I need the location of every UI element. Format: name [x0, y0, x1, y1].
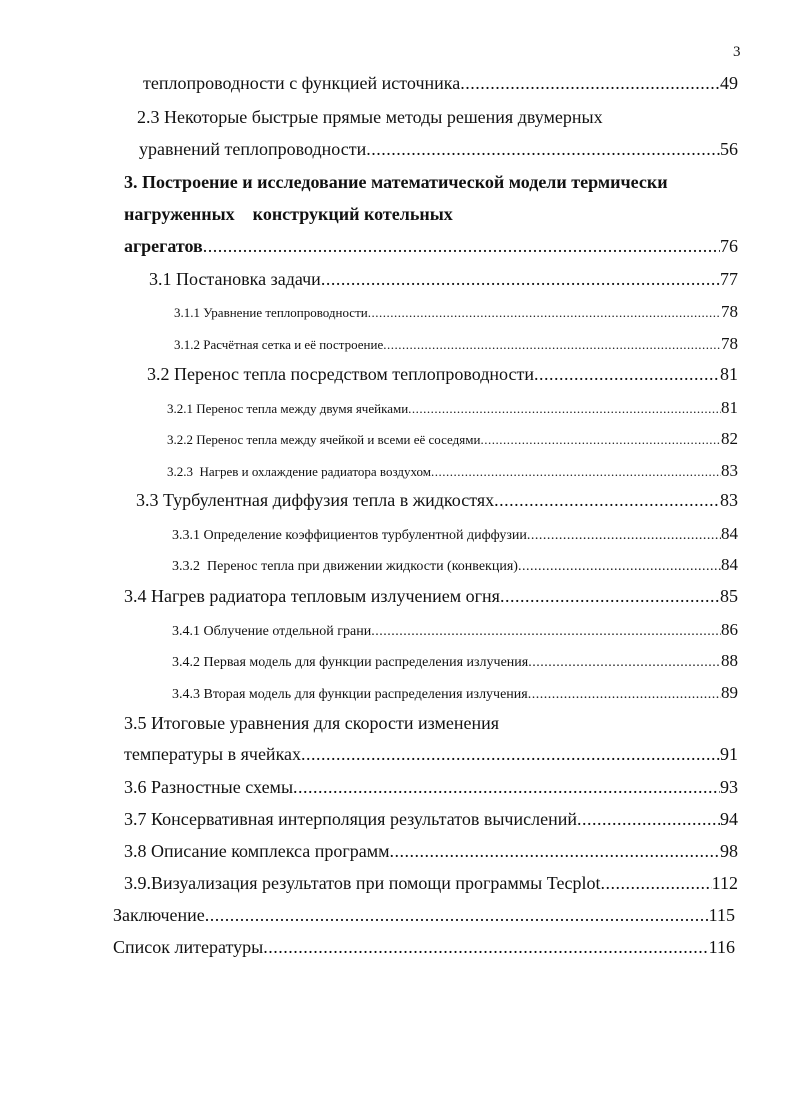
toc-entry-page: 94 [720, 809, 738, 829]
toc-entry-page: 83 [721, 461, 738, 480]
toc-entry-page: 115 [708, 905, 735, 925]
toc-entry-continued[interactable]: 3.5 Итоговые уравнения для скорости изменения [124, 713, 500, 733]
toc-entry-text: 3.1.1 Уравнение теплопроводности [174, 305, 368, 320]
toc-leader-dots [371, 624, 721, 640]
toc-entry-page: 88 [721, 651, 738, 670]
toc-entry-page: 116 [708, 937, 735, 957]
toc-entry-page: 78 [721, 334, 738, 353]
toc-entry[interactable] [167, 398, 738, 418]
toc-entry-text: 3.9.Визуализация результатов при помощи программы Tecplot [124, 873, 601, 893]
toc-entry-text: 3.2 Перенос тепла посредством теплопроводности [147, 364, 534, 384]
toc-leader-dots [518, 559, 721, 575]
toc-entry-text: Заключение [113, 905, 205, 925]
toc-leader-dots [203, 236, 720, 257]
toc-entry-page: 98 [720, 841, 738, 861]
toc-entry[interactable] [139, 139, 738, 160]
toc-leader-dots [383, 337, 721, 353]
toc-leader-dots [480, 432, 721, 448]
toc-leader-dots [368, 305, 721, 321]
toc-leader-dots [528, 655, 721, 671]
toc-entry-page: 82 [721, 429, 738, 448]
toc-entry-text: Список литературы [113, 937, 264, 957]
toc-chapter-heading[interactable]: 3. Построение и исследование математической модели термически [124, 172, 668, 192]
toc-entry-page: 89 [721, 683, 738, 702]
toc-entry-text: 3.4.2 Первая модель для функции распределения излучения [172, 655, 529, 670]
toc-leader-dots [321, 269, 720, 290]
toc-leader-dots [494, 490, 720, 511]
toc-entry[interactable] [172, 620, 738, 640]
toc-entry-page: 81 [720, 364, 738, 384]
toc-entry-page: 85 [720, 586, 738, 606]
toc-leader-dots [205, 905, 709, 926]
toc-entry[interactable] [167, 429, 738, 449]
toc-chapter-heading-continued[interactable]: нагруженных конструкций котельных [124, 204, 453, 224]
toc-entry-page: 83 [720, 490, 738, 510]
toc-entry-page: 77 [720, 269, 738, 289]
toc-entry-page: 76 [720, 236, 738, 256]
toc-entry-text: 3.2.2 Перенос тепла между ячейкой и всеми её соседями [167, 432, 481, 447]
toc-entry[interactable] [136, 490, 738, 511]
toc-leader-dots [263, 937, 708, 958]
toc-entry[interactable] [172, 555, 738, 575]
toc-entry-page: 86 [721, 620, 738, 639]
toc-leader-dots [528, 687, 721, 703]
toc-leader-dots [527, 528, 721, 544]
toc-entry[interactable] [174, 302, 738, 322]
toc-entry[interactable] [124, 841, 738, 862]
toc-entry-text: 3.3.2 Перенос тепла при движении жидкости (конвекция) [172, 559, 518, 574]
toc-entry-text: теплопроводности с функцией источника [143, 73, 461, 93]
toc-entry-text: 3.1.2 Расчётная сетка и её построение [174, 337, 384, 352]
toc-entry-page: 56 [720, 139, 738, 159]
toc-entry[interactable] [149, 269, 738, 290]
toc-entry[interactable] [147, 364, 738, 385]
toc-entry[interactable] [113, 937, 735, 958]
toc-entry-text: температуры в ячейках [124, 744, 302, 764]
toc-entry-page: 84 [721, 555, 738, 574]
toc-entry[interactable] [174, 334, 738, 354]
toc-entry-text: 3.6 Разностные схемы [124, 777, 294, 797]
toc-leader-dots [534, 364, 720, 385]
toc-entry-page: 91 [720, 744, 738, 764]
toc-leader-dots [366, 139, 720, 160]
toc-entry-page: 81 [721, 398, 738, 417]
toc-entry-text: уравнений теплопроводности [139, 139, 367, 159]
toc-entry-text: 3.4.1 Облучение отдельной грани [172, 624, 372, 639]
toc-entry-text: 3.2.3 Нагрев и охлаждение радиатора воздухом [167, 464, 431, 479]
toc-leader-dots [577, 809, 720, 830]
toc-entry-page: 93 [720, 777, 738, 797]
toc-entry-page: 112 [711, 873, 738, 893]
toc-entry-text: 3.3.1 Определение коэффициентов турбулентной диффузии [172, 528, 527, 543]
toc-entry[interactable] [124, 809, 738, 830]
toc-entry-page: 78 [721, 302, 738, 321]
toc-entry-continued[interactable]: 2.3 Некоторые быстрые прямые методы решения двумерных [137, 107, 603, 127]
toc-leader-dots [600, 873, 711, 894]
toc-entry-text: 3.3 Турбулентная диффузия тепла в жидкостях [136, 490, 495, 510]
toc-entry-text: 3.1 Постановка задачи [149, 269, 321, 289]
toc-entry[interactable] [124, 777, 738, 798]
toc-entry[interactable] [172, 524, 738, 544]
toc-entry-text: 3.4.3 Вторая модель для функции распределения излучения [172, 687, 528, 702]
toc-entry[interactable] [124, 236, 738, 257]
toc-entry-text: 3.2.1 Перенос тепла между двумя ячейками [167, 401, 409, 416]
toc-entry[interactable] [143, 73, 738, 94]
toc-leader-dots [431, 464, 721, 480]
toc-leader-dots [389, 841, 720, 862]
toc-entry[interactable] [124, 873, 738, 894]
toc-entry-text: агрегатов [124, 236, 203, 256]
toc-entry[interactable] [124, 744, 738, 765]
toc-entry-page: 49 [720, 73, 738, 93]
toc-entry[interactable] [124, 586, 738, 607]
toc-entry-text: 3.4 Нагрев радиатора тепловым излучением огня [124, 586, 500, 606]
toc-entry[interactable] [172, 683, 738, 703]
page-number: 3 [733, 44, 741, 60]
toc-entry-page: 84 [721, 524, 738, 543]
toc-entry-text: 3.8 Описание комплекса программ [124, 841, 390, 861]
toc-entry[interactable] [113, 905, 735, 926]
toc-leader-dots [460, 73, 720, 94]
toc-leader-dots [408, 401, 721, 417]
toc-leader-dots [500, 586, 720, 607]
toc-leader-dots [301, 744, 720, 765]
toc-leader-dots [293, 777, 720, 798]
toc-entry-text: 3.7 Консервативная интерполяция результатов вычислений [124, 809, 577, 829]
toc-entry[interactable] [167, 461, 738, 481]
toc-entry[interactable] [172, 651, 738, 671]
